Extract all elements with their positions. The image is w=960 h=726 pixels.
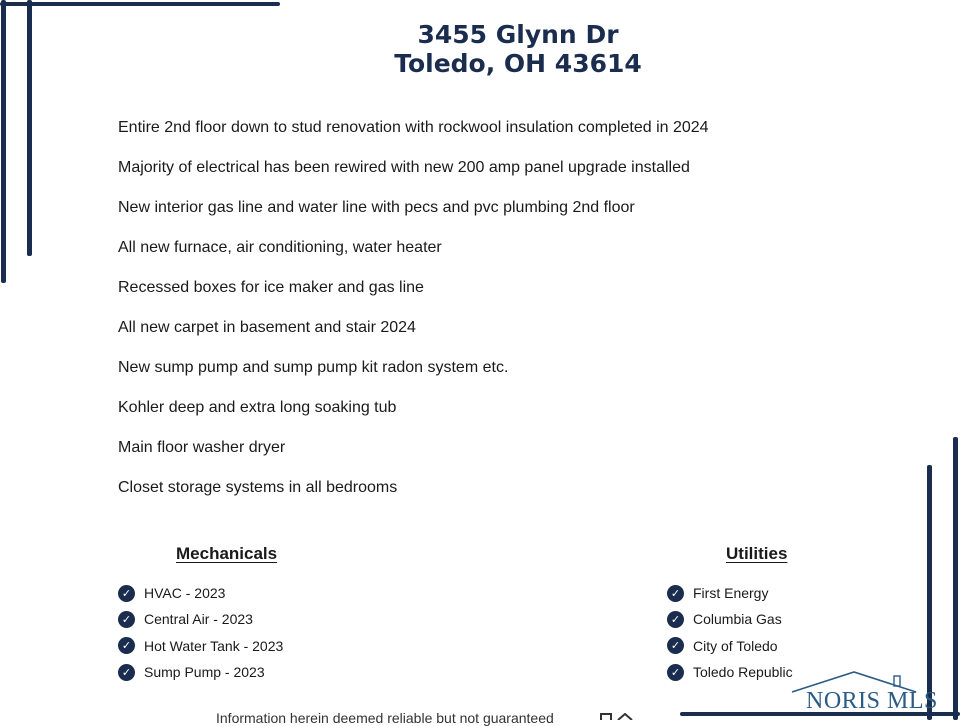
utilities-item: [667, 606, 793, 632]
utilities-item: [667, 633, 793, 659]
noris-mls-logo: [786, 668, 956, 718]
utilities-item-label: First Energy: [693, 585, 769, 602]
logo-text: NORIS MLS: [806, 688, 938, 714]
check-circle-icon: ✓: [667, 585, 684, 602]
mechanicals-item: [118, 633, 283, 659]
frame-bar-top-left: [0, 2, 280, 6]
utilities-item-label: Toledo Republic: [693, 664, 793, 681]
feature-item: Majority of electrical has been rewired with new 200 amp panel upgrade installed: [118, 159, 690, 176]
mechanicals-list: [118, 580, 283, 685]
feature-item: Main floor washer dryer: [118, 439, 286, 456]
mechanicals-heading: Mechanicals: [176, 544, 278, 563]
mechanicals-item: [118, 606, 283, 632]
check-circle-icon: ✓: [667, 611, 684, 628]
features-list: [118, 116, 709, 516]
feature-item: All new furnace, air conditioning, water heater: [118, 239, 442, 256]
utilities-item: [667, 580, 793, 606]
mechanicals-item-label: Hot Water Tank - 2023: [144, 637, 284, 654]
utilities-item-label: Columbia Gas: [693, 611, 782, 628]
mechanicals-item-label: HVAC - 2023: [144, 585, 226, 602]
mechanicals-item: [118, 580, 283, 606]
check-circle-icon: ✓: [667, 637, 684, 654]
check-circle-icon: ✓: [118, 611, 135, 628]
address-line-2: Toledo, OH 43614: [394, 49, 642, 78]
address-line-1: 3455 Glynn Dr: [417, 20, 619, 49]
check-circle-icon: ✓: [118, 637, 135, 654]
check-circle-icon: ✓: [118, 664, 135, 681]
feature-item: New interior gas line and water line with pecs and pvc plumbing 2nd floor: [118, 199, 635, 216]
mechanicals-item: [118, 659, 283, 685]
feature-item: Kohler deep and extra long soaking tub: [118, 399, 397, 416]
mechanicals-item-label: Central Air - 2023: [144, 611, 253, 628]
utilities-list: [667, 580, 793, 685]
check-circle-icon: ✓: [118, 585, 135, 602]
disclaimer-text: Information herein deemed reliable but not guaranteed: [216, 710, 554, 726]
feature-item: All new carpet in basement and stair 2024: [118, 319, 416, 336]
feature-item: New sump pump and sump pump kit radon system etc.: [118, 359, 509, 376]
utilities-item-label: City of Toledo: [693, 637, 778, 654]
page-title: [0, 20, 960, 78]
feature-item: Entire 2nd floor down to stud renovation with rockwool insulation completed in 2024: [118, 119, 709, 136]
feature-item: Recessed boxes for ice maker and gas line: [118, 279, 424, 296]
check-circle-icon: ✓: [667, 664, 684, 681]
mechanicals-item-label: Sump Pump - 2023: [144, 664, 265, 681]
utilities-item: [667, 659, 793, 685]
equal-housing-icon: [600, 713, 634, 720]
utilities-heading: Utilities: [726, 544, 788, 563]
feature-item: Closet storage systems in all bedrooms: [118, 479, 398, 496]
